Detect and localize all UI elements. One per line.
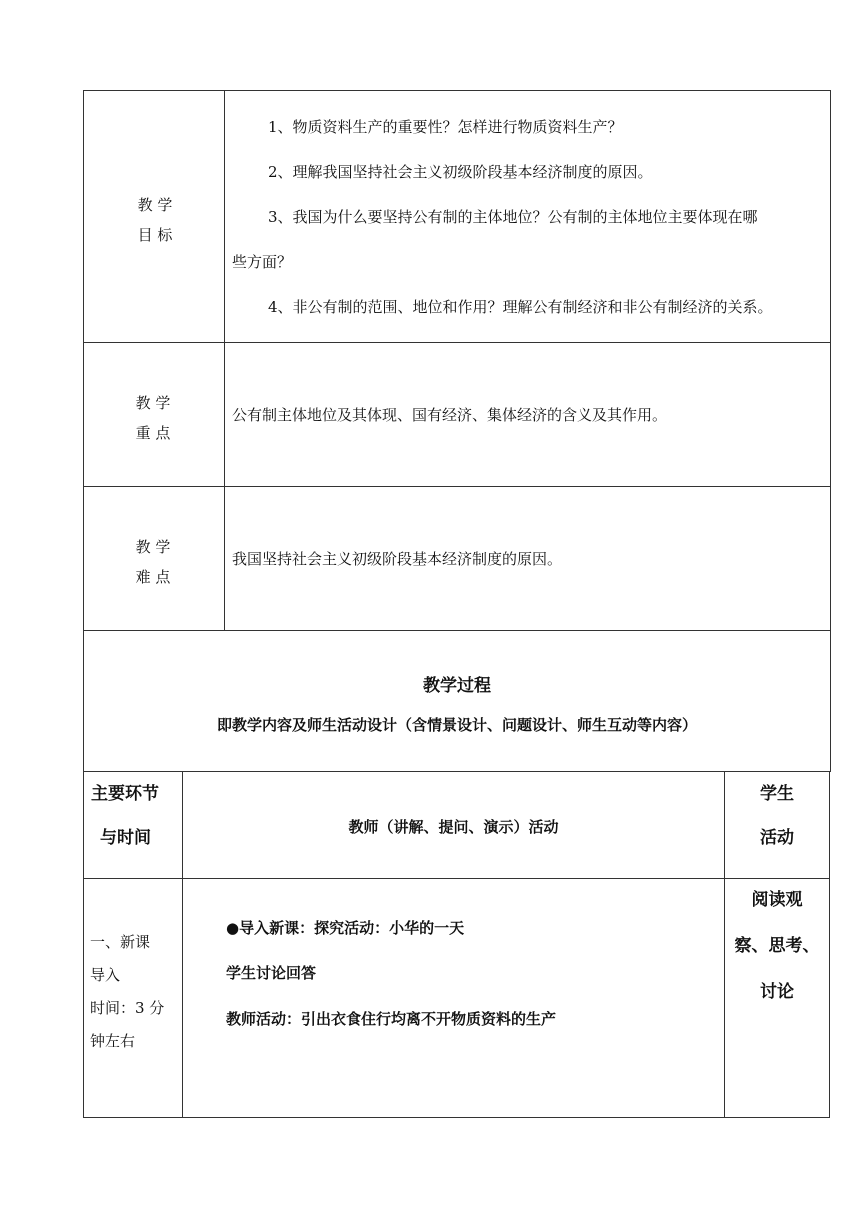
row1-teacher-line1: ●导入新课：探究活动：小华的一天 bbox=[226, 919, 465, 937]
objectives-label-line2: 目 标 bbox=[137, 226, 173, 244]
objective-item-2: 2、理解我国坚持社会主义初级阶段基本经济制度的原因。 bbox=[268, 163, 653, 181]
header-stage-line2: 与时间 bbox=[100, 828, 151, 848]
difficulties-label bbox=[83, 532, 223, 592]
header-teacher-activity: 教师（讲解、提问、演示）活动 bbox=[348, 818, 559, 836]
row1-student-line2: 察、思考、 bbox=[734, 936, 820, 956]
difficulties-label-line1: 教 学 bbox=[135, 538, 171, 556]
process-cell bbox=[83, 630, 831, 772]
header-stage-line1: 主要环节 bbox=[91, 784, 159, 804]
difficulties-text: 我国坚持社会主义初级阶段基本经济制度的原因。 bbox=[232, 550, 563, 568]
objective-item-3-line1: 3、我国为什么要坚持公有制的主体地位？公有制的主体地位主要体现在哪 bbox=[268, 208, 758, 226]
row1-student-line1: 阅读观 bbox=[751, 890, 803, 910]
row1-stage-line1: 一、新课 bbox=[90, 933, 151, 951]
process-subtitle: 即教学内容及师生活动设计（含情景设计、问题设计、师生互动等内容） bbox=[216, 716, 697, 734]
row1-stage-line2: 导入 bbox=[90, 966, 121, 984]
objective-item-1: 1、物质资料生产的重要性？怎样进行物质资料生产？ bbox=[268, 118, 623, 136]
key-points-label-line2: 重 点 bbox=[135, 424, 171, 442]
row1-stage-line3: 时间：3 分 bbox=[90, 999, 165, 1017]
header-student-line2: 活动 bbox=[760, 828, 794, 848]
row1-stage-line4: 钟左右 bbox=[90, 1032, 136, 1050]
row1-student-line3: 讨论 bbox=[760, 982, 794, 1002]
key-points-label bbox=[83, 388, 223, 448]
process-title: 教学过程 bbox=[423, 676, 491, 696]
key-points-text: 公有制主体地位及其体现、国有经济、集体经济的含义及其作用。 bbox=[232, 406, 668, 424]
objective-item-3-line2: 些方面？ bbox=[232, 253, 293, 271]
objective-item-4: 4、非公有制的范围、地位和作用？理解公有制经济和非公有制经济的关系。 bbox=[268, 298, 773, 316]
difficulties-label-line2: 难 点 bbox=[135, 568, 171, 586]
row1-teacher-line3: 教师活动：引出衣食住行均离不开物质资料的生产 bbox=[226, 1010, 557, 1028]
objectives-label bbox=[85, 190, 225, 250]
key-points-label-line1: 教 学 bbox=[135, 394, 171, 412]
row1-teacher-line2: 学生讨论回答 bbox=[226, 964, 317, 982]
header-student-line1: 学生 bbox=[760, 784, 794, 804]
row1-teacher-cell bbox=[182, 878, 725, 1118]
objectives-label-line1: 教 学 bbox=[137, 196, 173, 214]
